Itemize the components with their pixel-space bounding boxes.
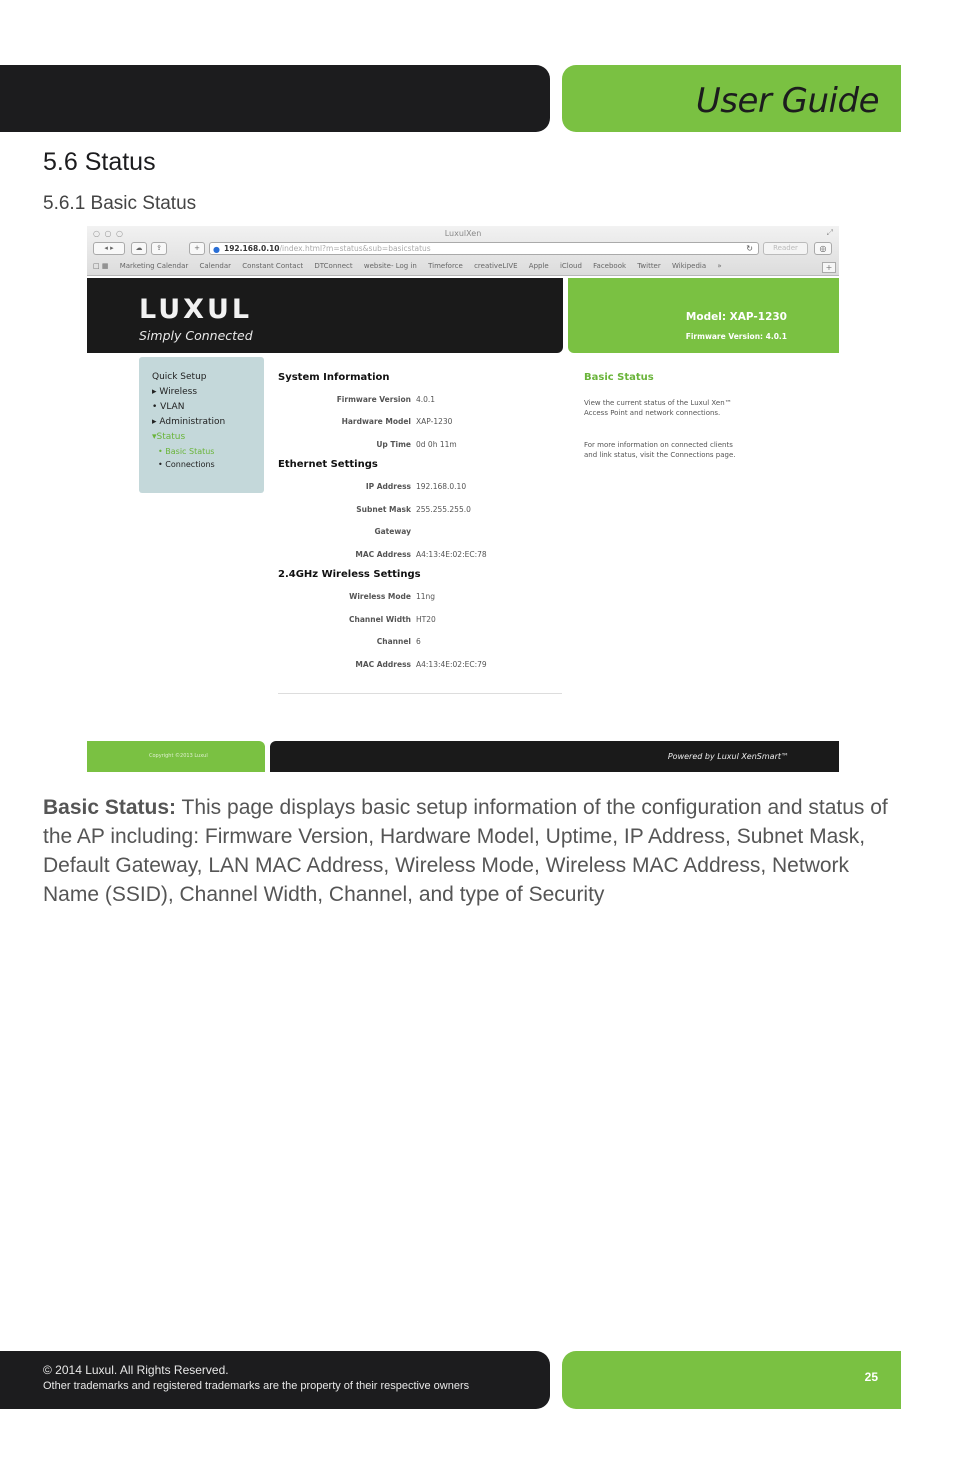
- ethernet-settings-heading: Ethernet Settings: [278, 459, 378, 470]
- router-copyright: Copyright ©2013 Luxul: [149, 753, 208, 759]
- wireless-mac-value: A4:13:4E:02:EC:79: [416, 660, 487, 669]
- guide-title: User Guide: [695, 81, 879, 121]
- menu-quick-setup[interactable]: Quick Setup: [152, 372, 207, 382]
- channel-label: Channel: [376, 637, 411, 646]
- content-divider: [278, 693, 562, 694]
- luxul-logo: LUXUL: [139, 294, 253, 325]
- page-number: 25: [864, 1370, 878, 1384]
- bookmark-item[interactable]: Timeforce: [428, 262, 463, 270]
- help-paragraph-2: For more information on connected clients and link status, visit the Connections page.: [584, 441, 736, 459]
- bookmark-item[interactable]: Apple: [528, 262, 549, 270]
- description-text: This page displays basic setup information of the configuration and status of the AP including: Firmware Version, Hardware Model, Uptime, IP Address, Subnet Mask, Default Gateway, LAN MAC Address, Wireless Mode, Wireless MAC Address, Network Name (SSID), Channel Width, Channel, and type of Security: [43, 796, 888, 906]
- menu-connections[interactable]: • Connections: [158, 460, 215, 469]
- wireless-mode-value: 11ng: [416, 592, 436, 601]
- fullscreen-icon[interactable]: ⤢: [826, 228, 833, 237]
- description-paragraph: [43, 793, 903, 909]
- luxul-tagline: Simply Connected: [139, 328, 253, 343]
- hardware-model-value: XAP-1230: [416, 417, 453, 426]
- menu-administration[interactable]: ▸ Administration: [152, 417, 226, 427]
- reload-icon[interactable]: ↻: [746, 244, 753, 253]
- bookmark-item[interactable]: iCloud: [559, 262, 582, 270]
- channel-width-label: Channel Width: [349, 615, 411, 624]
- menu-status[interactable]: ▾Status: [152, 432, 186, 442]
- channel-width-value: HT20: [416, 615, 436, 624]
- footer-copyright: © 2014 Luxul. All Rights Reserved.: [43, 1363, 229, 1377]
- router-screenshot: [87, 226, 839, 772]
- footer-trademarks: Other trademarks and registered trademarks are the property of their respective owners: [43, 1380, 470, 1392]
- bookmarks-icon[interactable]: □ ▦: [93, 262, 109, 270]
- window-controls-icon[interactable]: ○ ○ ○: [93, 229, 125, 238]
- section-heading: 5.6 Status: [43, 148, 156, 176]
- bookmark-item[interactable]: DTConnect: [314, 262, 353, 270]
- menu-basic-status[interactable]: • Basic Status: [158, 447, 215, 456]
- wireless-mode-label: Wireless Mode: [349, 592, 411, 601]
- back-forward-icon[interactable]: ◂ ▸: [93, 242, 125, 255]
- subnet-mask-value: 255.255.255.0: [416, 505, 471, 514]
- menu-vlan[interactable]: • VLAN: [152, 402, 185, 412]
- uptime-label: Up Time: [376, 440, 411, 449]
- model-label: Model: XAP-1230: [685, 311, 787, 323]
- gateway-label: Gateway: [374, 527, 411, 536]
- url-path: /index.html?m=status&sub=basicstatus: [279, 244, 431, 253]
- system-information-heading: System Information: [278, 372, 390, 383]
- downloads-icon[interactable]: ◎: [814, 242, 832, 255]
- browser-chrome: [87, 226, 839, 276]
- subnet-mask-label: Subnet Mask: [356, 505, 411, 514]
- section-subheading: 5.6.1 Basic Status: [43, 193, 197, 214]
- reader-button[interactable]: Reader: [763, 242, 808, 255]
- share-icon[interactable]: ⇪: [151, 242, 167, 255]
- header-green-bar: [562, 65, 901, 132]
- window-title: LuxulXen: [444, 229, 482, 238]
- model-panel: [568, 278, 839, 353]
- footer-green-bar: [562, 1351, 901, 1409]
- footer-dark-bar: [0, 1351, 550, 1409]
- menu-wireless[interactable]: ▸ Wireless: [152, 387, 198, 397]
- bookmarks-bar: [93, 262, 835, 270]
- ethernet-mac-value: A4:13:4E:02:EC:78: [416, 550, 487, 559]
- add-icon[interactable]: +: [189, 242, 205, 255]
- ethernet-mac-label: MAC Address: [355, 550, 411, 559]
- luxul-header: [87, 278, 563, 353]
- help-title: Basic Status: [584, 372, 654, 383]
- globe-icon: ●: [213, 245, 220, 254]
- header-dark-bar: [0, 65, 550, 132]
- router-side-menu: [139, 357, 264, 493]
- router-footer-right: [270, 741, 839, 772]
- new-tab-icon[interactable]: +: [822, 262, 836, 273]
- description-label: Basic Status:: [43, 796, 177, 819]
- bookmark-item[interactable]: creativeLIVE: [474, 262, 518, 270]
- url-host: 192.168.0.10: [224, 244, 280, 253]
- firmware-version-label: Firmware Version: [336, 395, 411, 404]
- uptime-value: 0d 0h 11m: [416, 440, 457, 449]
- bookmark-item[interactable]: website- Log in: [363, 262, 417, 270]
- cloud-icon[interactable]: ☁: [131, 242, 147, 255]
- help-paragraph-1: View the current status of the Luxul Xen™ Access Point and network connections.: [584, 399, 732, 417]
- address-bar[interactable]: [209, 242, 759, 255]
- wireless-mac-label: MAC Address: [355, 660, 411, 669]
- bookmark-item[interactable]: Facebook: [593, 262, 627, 270]
- ip-address-label: IP Address: [365, 482, 411, 491]
- wireless-settings-heading: 2.4GHz Wireless Settings: [278, 569, 421, 580]
- bookmark-item[interactable]: Calendar: [199, 262, 231, 270]
- firmware-label: Firmware Version: 4.0.1: [685, 332, 787, 341]
- channel-value: 6: [416, 637, 421, 646]
- powered-by: Powered by Luxul XenSmart™: [667, 752, 789, 761]
- hardware-model-label: Hardware Model: [341, 417, 411, 426]
- more-bookmarks-icon[interactable]: »: [717, 262, 722, 270]
- bookmark-item[interactable]: Constant Contact: [242, 262, 304, 270]
- firmware-version-value: 4.0.1: [416, 395, 436, 404]
- bookmark-item[interactable]: Twitter: [637, 262, 661, 270]
- bookmark-item[interactable]: Marketing Calendar: [119, 262, 189, 270]
- router-footer-left: [87, 741, 265, 772]
- bookmark-item[interactable]: Wikipedia: [671, 262, 707, 270]
- ip-address-value: 192.168.0.10: [416, 482, 467, 491]
